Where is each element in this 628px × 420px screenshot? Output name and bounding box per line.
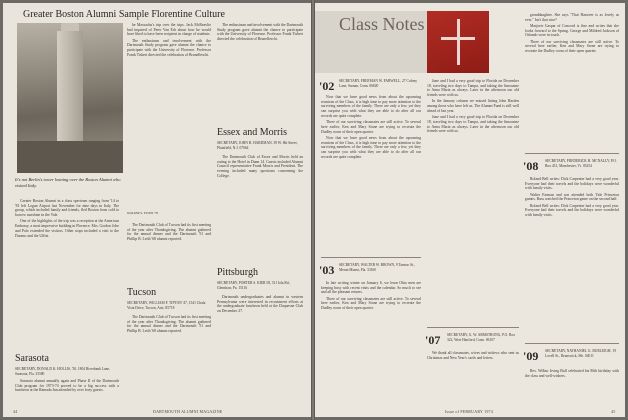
section-tucson: Tucson [127, 287, 157, 298]
paragraph: Three of our surviving classmates are still active. To several here earlier, Ken and Mary Stone are trying to recreate the Dudley room of their open quarter. [321, 296, 421, 311]
paragraph: Three of our surviving classmates are still active. To several here earlier, Ken and Mary Stone are trying to recreate the Dudley room of their open quarter. [525, 39, 619, 54]
left-page [3, 3, 311, 417]
notes-09 [525, 369, 619, 405]
secretary-02: SECRETARY, FREEMAN W. FARWELL, 27 Colony Lane, Sarnan, Conn. 06820 [339, 79, 418, 88]
paragraph: Walter Farman and son attended both Yale Princeton games. Russ watched the Princeton game on the second half. [525, 192, 619, 202]
notes-02 [321, 95, 421, 255]
tower-shape [57, 31, 83, 151]
section-essex: Essex and Morris [217, 127, 287, 138]
divider [525, 343, 619, 344]
logo-mark-horizontal [441, 37, 475, 40]
notes-column-3 [525, 13, 619, 153]
secretary-09: SECRETARY, NATHANIEL G. BURLEIGH, 19 Lovell St., Brunswick, Me. 04011 [545, 349, 616, 358]
class-notes-banner [315, 11, 427, 73]
paragraph: Rev. Wilbur Irving Bull celebrated his 86th birthday with the class and well-wishers. [525, 369, 619, 378]
essex-body [217, 155, 303, 265]
paragraph: Now that we have good news from about the upcoming reunions of the Class, it is high time to pay more attention to the surviving members of the family. There are only a few, yet they can surprise you with what they are able to do after all our records are quite complete. [321, 135, 421, 159]
notes-07 [427, 351, 519, 405]
sarasota-body [15, 379, 119, 405]
notes-08 [525, 177, 619, 337]
pittsburgh-secretary: SECRETARY, PORTER S. KIER III, 311 Iola Rd., Glenshaw, Pa. 15116 [217, 281, 291, 290]
paragraph: We thank all classmates, wives and widows who sent us Christmas and New Year's cards and letters. [427, 351, 519, 360]
paragraph: Roland Bell writes: Dick Carpenter had a very good year. Everyone had their travels and the holidays were wonderful with family visits. [525, 177, 619, 191]
paragraph: Three of our surviving classmates are still active. To several here earlier, Ken and Mary Stone are trying to recreate the Dudley room of their open quarter. [321, 120, 421, 134]
essex-secretary: SECRETARY, JOHN B. HARDMAN, 39 W. 8th Street, Plainfield, N.J. 07064 [217, 141, 298, 150]
secretary-08: SECRETARY, FREDERICK H. MCNALLY, P.O. Box 431, Manchester, Vt. 05254 [545, 159, 617, 168]
class-year-09: '09 [523, 349, 539, 363]
secretary-03: SECRETARY, WALTER W. BROWN, 9 Tarmac St., Meran Miami, Fla. 33160 [339, 263, 415, 272]
article-headline: Greater Boston Alumni Sample Florentine Culture [23, 9, 225, 20]
paragraph: he Massachu's trip over the trips. Jack McReavlie had inquired of Peter Van Erh about how he would have liked to have been recipient in charge of students. [127, 23, 211, 37]
page-number-left: 44 [13, 409, 18, 414]
tucson-secretary: SECRETARY, WILLIAM F. TIPTON '47, 1541 Chula Vista Drive, Tucson, Ariz. 85718 [127, 301, 206, 310]
section-pittsburgh: Pittsburgh [217, 267, 258, 278]
logo-mark-vertical [457, 19, 460, 65]
paragraph: The enthusiasm and involvement with the Dartmouth Study program gave alumni the chance to participate with the University of Florence. Professor Frank Tisbert directed the celebration of Brunelleschi. [127, 38, 211, 57]
notes-column-2 [427, 79, 519, 329]
class-notes-title: Class Notes [339, 14, 425, 34]
right-page [315, 3, 625, 417]
leaning-tower-photo [17, 23, 123, 173]
paragraph: Dartmouth undergraduates and alumni in western Pennsylvania were interested in recruitment efforts at the undergraduate luncheon held at the Duquesne Club on December 27. [217, 295, 303, 314]
secretary-07: SECRETARY, G. W. ARMSTRONG, P.O. Box 322, West Hartford, Conn. 06107 [447, 333, 516, 342]
notes-03 [321, 281, 421, 405]
page-number-right: 45 [611, 409, 616, 414]
photo-caption: It's not Berlin's tower leaning over the Boston Alumni who visited Italy. [15, 177, 121, 188]
divider [525, 153, 619, 154]
pittsburgh-body [217, 295, 303, 405]
red-logo-box [427, 11, 489, 73]
paragraph: Sarasota alumni annually again and Phase II of the Dartmouth Club program for 1973-74 proved to be a big success with a luncheon at the Ramada Inn attended by over forty guests. [15, 379, 119, 393]
section-sarasota: Sarasota [15, 353, 49, 364]
class-year-08: '08 [523, 159, 539, 173]
paragraph: June and I had a very good trip to Florida on December 18, traveling two days to Tampa, and taking the limousine to Anna Maria as always. Later in the afternoon our old friends were with us. [427, 79, 519, 98]
paragraph: In the January column we missed listing John Harden among those who have left us. The Alumni Fund is still well ahead of last year. [427, 99, 519, 113]
footer-issue: Issue of FEBRUARY 1974 [445, 409, 493, 414]
sarasota-secretary: SECRETARY, DONALD K. HOLLIS, '30, 1804 Riverbank Lane, Sarasota, Fla. 33580 [15, 367, 110, 376]
paragraph: One of the highlights of the trip was a reception at the American Embassy, a most impressive building in Florence. Mrs. Gordon Jobe and Palo extended the visitors. Other stops included a visit to the Duomo and the Uffizi. [15, 219, 119, 238]
paragraph: The Dartmouth Club of Essex and Morris held an outing to the Hotel in Dunn 14. Guests included Alumni Council representative Frank Morris and President. The evening included many questions concerning the College. [217, 155, 303, 178]
paragraph: The Dartmouth Club of Tucson had its first meeting of the year after Thanksgiving. The alumni gathered for the annual dinner and the Dartmouth '51 and Phillip B. Leith '68 alumni reported. [127, 315, 211, 334]
class-year-07: '07 [425, 333, 441, 347]
article-column-1 [15, 199, 119, 349]
paragraph: Roland Bell writes: Dick Carpenter had a very good year. Everyone had their travels and the holidays were wonderful with family visits. [525, 203, 619, 218]
article-column-2 [127, 23, 211, 203]
paragraph: June and I had a very good trip to Florida on December 18, traveling two days to Tampa, and taking the limousine to Anna Maria as always. Later in the afternoon our old friends were with us. [427, 115, 519, 134]
paragraph: In late writing winter on January 6, we learn Ohio men are keeping busy with recent visits and the calendar. So much to see and all the pleasant returns. [321, 281, 421, 295]
class-year-03: '03 [319, 263, 335, 277]
paragraph: The Dartmouth Club of Tucson had its first meeting of the year after Thanksgiving. The alumni gathered for the annual dinner and the Dartmouth '51 and Phillip B. Leith '68 alumni reported. [127, 223, 211, 242]
tucson-body [127, 315, 211, 405]
divider [427, 327, 519, 328]
paragraph: Greater Boston Alumni in a class spectrum ranging from '14 to '81 left Logan Airport last November for nine days in Italy. The group, which included family and friends, fled Boston from cold to borrow sunshine in the Vale. [15, 199, 119, 218]
paragraph: The enthusiasm and involvement with the Dartmouth Study program gave alumni the chance to participate with the University of Florence. Professor Frank Tisbert directed the celebration of Brunelleschi. [217, 23, 303, 42]
paragraph: Now that we have good news from about the upcoming reunions of the Class, it is high time to pay more attention to the surviving members of the family. There are only a few, yet they can surprise you with what they are able to do after all our records are quite complete. [321, 95, 421, 118]
signature: WALTER S. YUNIS '79 [127, 211, 159, 215]
paragraph: granddaughter. She says "That Hanover is as lovely as ever." Isn't that nice? [525, 13, 619, 22]
article-column-2-cont [127, 223, 211, 279]
article-column-3 [217, 23, 303, 121]
divider [321, 257, 421, 258]
crowd-shadow [17, 141, 123, 173]
paragraph: Marjorie Gaspar of Concord is fine and writes that she looks forward to the Spring. George and Mildred Jackson of Orlando were in touch. [525, 24, 619, 38]
footer-magazine-name: DARTMOUTH ALUMNI MAGAZINE [153, 409, 223, 414]
class-year-02: '02 [319, 79, 335, 93]
